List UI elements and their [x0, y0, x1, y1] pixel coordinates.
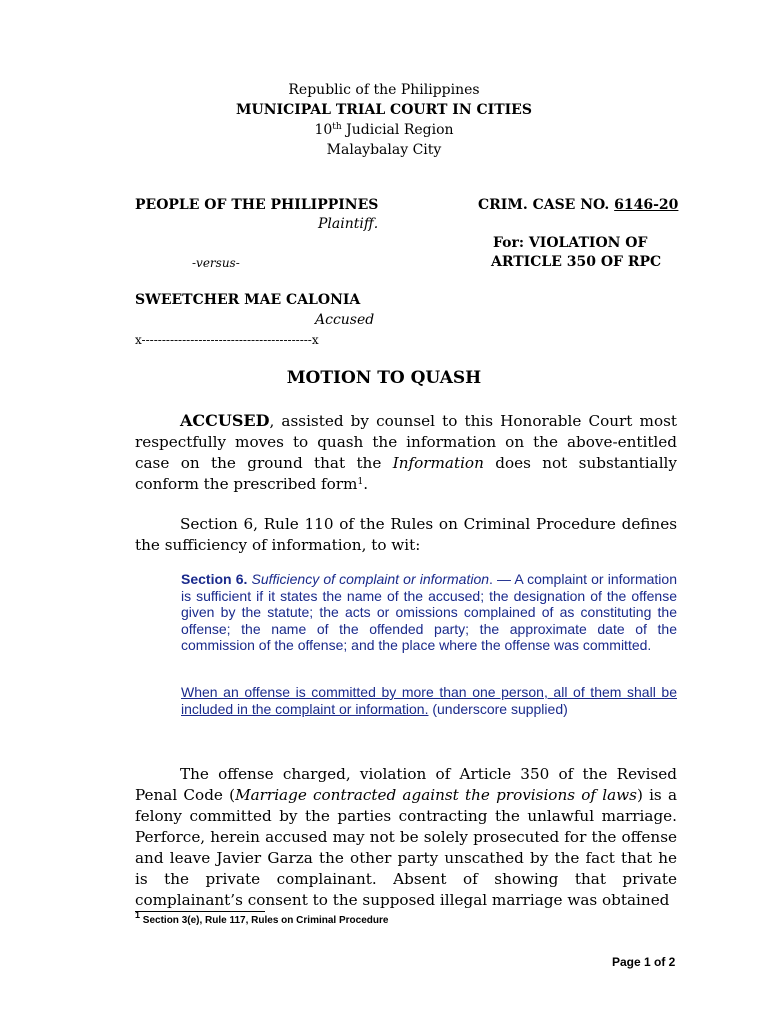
header-republic: Republic of the Philippines — [288, 82, 480, 98]
header-court-name: MUNICIPAL TRIAL COURT IN CITIES — [236, 102, 532, 118]
para3-italic: Marriage contracted against the provisions of laws — [235, 786, 637, 804]
quote-underscored — [181, 684, 677, 717]
accused-role: Accused — [315, 312, 375, 328]
header-region — [0, 120, 768, 140]
para3-text-a: The offense charged, violation of Article 350 of the Revised Penal Code ( — [135, 765, 677, 804]
court-header — [0, 80, 768, 160]
quote-section-body: . — A complaint or information is sufficient if it states the name of the accused; the designation of the offense given by the statute; the acts or omissions complained of as constituting the offense; the name of the offended party; the approximate date of the commission of the offense; and the place where the offense was committed. — [181, 571, 677, 653]
case-number-value: 6146-20 — [614, 197, 679, 213]
case-number-label: CRIM. CASE NO. — [478, 197, 615, 213]
quote-section-title: Sufficiency of complaint or information — [247, 571, 490, 587]
plaintiff-name: PEOPLE OF THE PHILIPPINES — [135, 197, 379, 213]
page-number: Page 1 of 2 — [612, 955, 676, 969]
para1-text-a: , assisted by counsel to this Honorable Court most respectfully moves to quash the information on the above-entitled case on the ground that the — [135, 412, 677, 472]
para1-text-b: does not substantially conform the prescribed form — [135, 454, 677, 493]
caption-separator: x------------------------------------------x — [135, 333, 319, 347]
quote-note: (underscore supplied) — [428, 700, 568, 717]
region-text: Judicial Region — [341, 122, 454, 138]
para1-end: . — [363, 475, 369, 493]
header-city: Malaybalay City — [326, 142, 442, 158]
footnote-ref: 1 — [357, 477, 364, 487]
footnote-text: Section 3(e), Rule 117, Rules on Criminal Procedure — [140, 915, 389, 926]
case-number — [478, 195, 678, 215]
quote-section-6 — [181, 571, 677, 654]
paragraph-2: Section 6, Rule 110 of the Rules on Criminal Procedure defines the sufficiency of information, to wit: — [135, 515, 677, 554]
offense-line-1: For: VIOLATION OF — [493, 235, 648, 251]
document-title: MOTION TO QUASH — [286, 368, 482, 388]
footnote-number: 1 — [135, 910, 141, 920]
footnote — [135, 910, 389, 926]
paragraph-3 — [135, 764, 677, 911]
region-number: 10 — [314, 122, 333, 138]
versus-label: -versus- — [192, 256, 240, 270]
region-suffix: th — [332, 122, 342, 132]
quote-underlined-text: When an offense is committed by more than one person, all of them shall be included in the complaint or information. — [181, 684, 677, 717]
footnote-divider — [135, 911, 265, 912]
accused-name: SWEETCHER MAE CALONIA — [135, 292, 361, 308]
para3-text-b: ) is a felony committed by the parties contracting the unlawful marriage. Perforce, herein accused may not be solely prosecuted for the offense and leave Javier Garza the other party unscathed by the fact that he is the private complainant. Absent of showing that private complainant’s consent to the supposed illegal marriage was obtained — [135, 786, 678, 909]
paragraph-1 — [135, 410, 677, 495]
accused-lead: ACCUSED — [180, 411, 270, 430]
quote-section-label: Section 6. — [181, 571, 248, 587]
offense-line-2: ARTICLE 350 OF RPC — [491, 254, 662, 270]
para1-italic: Information — [392, 454, 484, 472]
plaintiff-role: Plaintiff. — [318, 216, 379, 232]
